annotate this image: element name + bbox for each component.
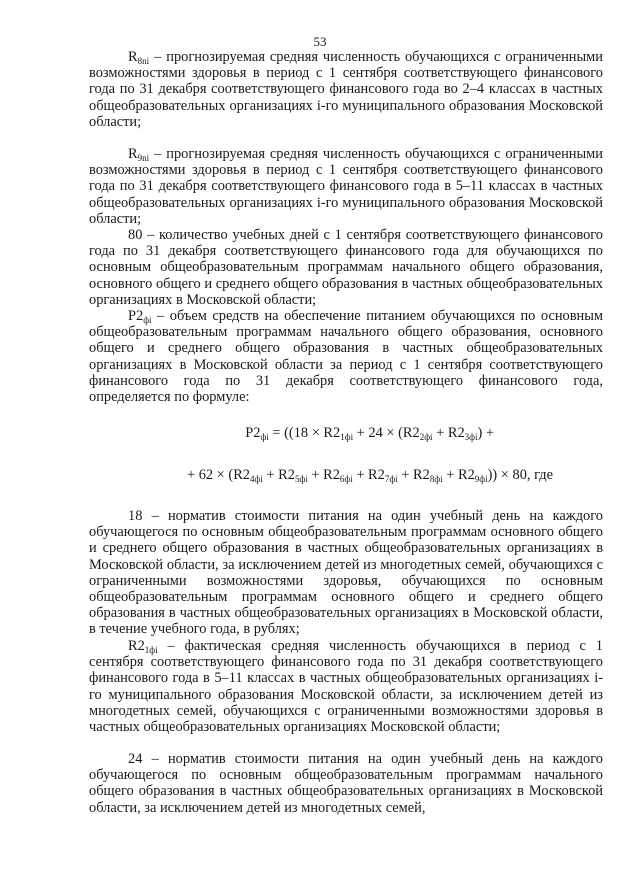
paragraph-text: $P2_{фi}$ – объем средств на обеспечение питанием обучающихся по основным общеобразовательным программам начального общего образования, основного общего и среднего общего образования в частных общеобразовательных организациях в Московской области за период с 1 сентября соответствующего финансового года по 31 декабря соответствующего финансового года, определяется по формуле:: [89, 308, 603, 406]
formula-text: + $62 \times (R2_{4фi} + R2_{5фi} + R2_{6фi} + R2_{7фi} + R2_{8фi} + R2_{9фi})) \times 80$, где: [186, 467, 553, 484]
paragraph-80-days: [89, 227, 603, 308]
formula-line-1: [220, 425, 494, 442]
paragraph-text: 18 – норматив стоимости питания на один учебный день на каждого обучающегося по основным общеобразовательным программам основного общего и среднего общего образования в частных общеобразовательных организациях в Московской области, за исключением детей из многодетных семей, обучающихся с ограниченными возможностями здоровья, обучающихся по основным общеобразовательным программам основного общего и среднего общего образования в частных общеобразовательных организациях в Московской области, в течение учебного года, в рублях;: [89, 508, 603, 638]
paragraph-text: 24 – норматив стоимости питания на один учебный день на каждого обучающегося по основным общеобразовательным программам начального общего образования в частных общеобразовательных организациях в Московской области, за исключением детей из многодетных семей,: [89, 751, 603, 816]
formula-line-2: [150, 467, 553, 484]
paragraph-r21fi: [89, 638, 603, 735]
paragraph-r8ni: [89, 49, 603, 130]
paragraph-text: $R_{9ni}$ – прогнозируемая средняя численность обучающихся с ограниченными возможностями здоровья в период с 1 сентября соответствующего финансового года по 31 декабря соответствующего финансового года в 5–11 классах в частных общеобразовательных организациях i-го муниципального образования Московской области;: [89, 146, 603, 227]
paragraph-r9ni: [89, 146, 603, 227]
paragraph-24-norm: [89, 751, 603, 816]
paragraph-p2fi: [89, 308, 603, 405]
page-number: 53: [313, 34, 327, 49]
paragraph-18-norm: [89, 508, 603, 638]
paragraph-text: 80 – количество учебных дней с 1 сентября соответствующего финансового года по 31 декабря соответствующего финансового года для обучающихся по основным общеобразовательным программам начального общего образования, основного общего и среднего общего образования в частных общеобразовательных организациях в Московской области;: [89, 227, 603, 308]
paragraph-text: $R2_{1фi}$ – фактическая средняя численность обучающихся в период с 1 сентября соответствующего финансового года по 31 декабря соответствующего финансового года в 5–11 классах в частных общеобразовательных организациях i-го муниципального образования Московской области, за исключением детей из многодетных семей, обучающихся с ограниченными возможностями здоровья в частных общеобразовательных организациях Московской области;: [89, 638, 603, 736]
paragraph-text: $R_{8ni}$ – прогнозируемая средняя численность обучающихся с ограниченными возможностями здоровья в период с 1 сентября соответствующего финансового года по 31 декабря соответствующего финансового года во 2–4 классах в частных общеобразовательных организациях i-го муниципального образования Московской области;: [89, 49, 603, 130]
formula-text: $P2_{фi} = ((18 \times R2_{1фi} + 24 \times (R2_{2фi} + R2_{3фi})$ +: [245, 425, 494, 442]
